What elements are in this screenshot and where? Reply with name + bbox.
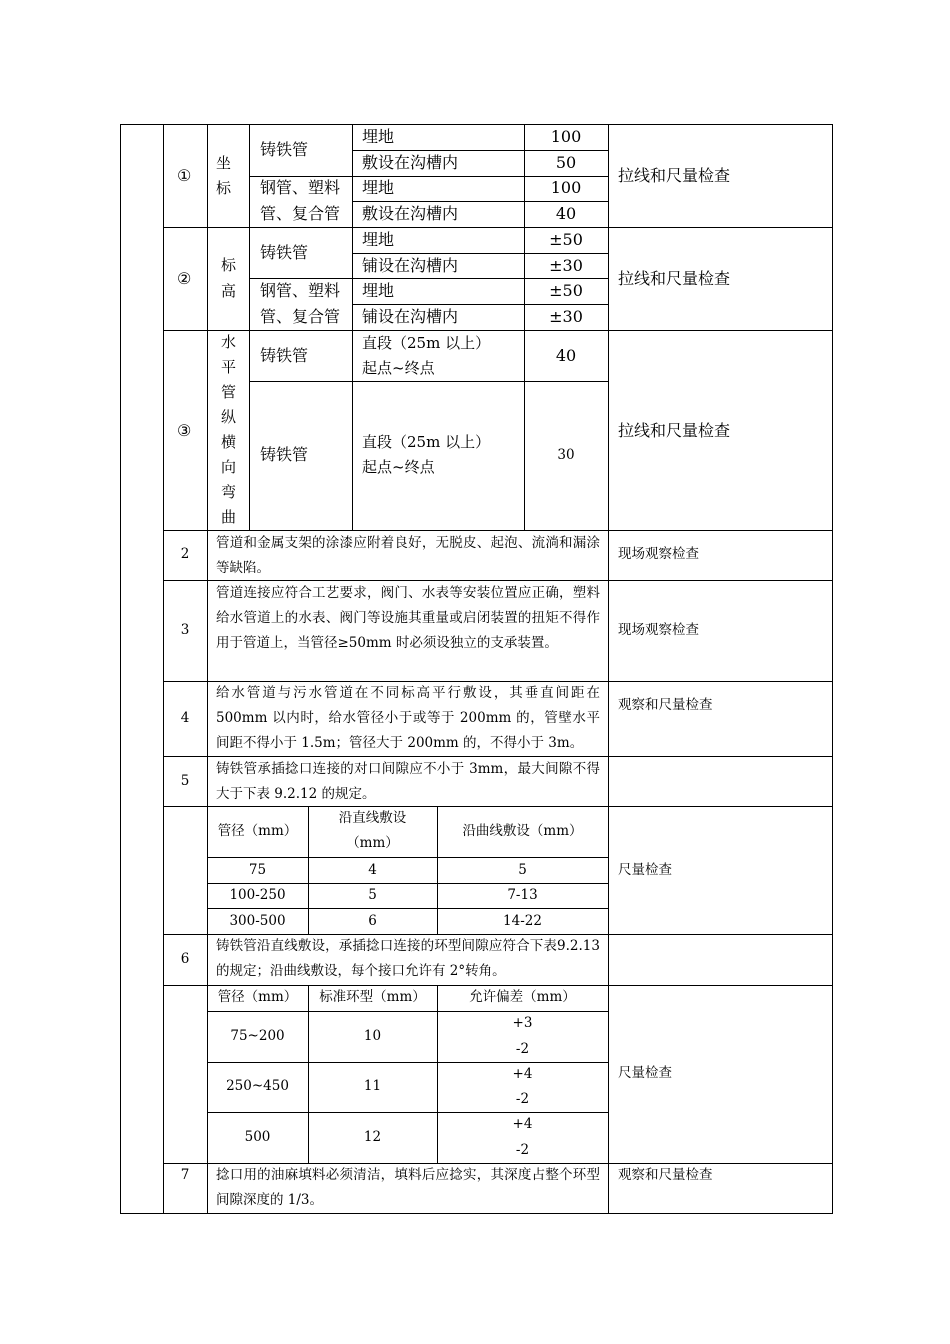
tolerance-value: 100 [550,127,582,146]
rule [207,908,608,909]
rule [352,150,608,151]
rule-top [120,124,833,125]
pipe-type: 铸铁管 [260,243,309,262]
inspection-method: 尺量检查 [618,1065,672,1081]
item-number: 2 [180,546,190,562]
group-label-char: 高 [221,282,237,300]
group-label-char: 弯 [221,483,237,501]
rule-bottom [120,1213,833,1214]
item-number: 7 [180,1167,190,1183]
rule [207,124,208,1214]
tolerance-value: 30 [557,447,575,463]
rule [163,330,833,331]
inspection-method: 现场观察检查 [618,622,699,638]
pipe-type: 铸铁管 [260,445,309,464]
section-range: 起点~终点 [362,458,435,476]
item-text: 捻口用的油麻填料必须清洁，填料后应捻实，其深度占整个环型间隙深度的 1/3。 [216,1167,600,1208]
group-number: ② [177,269,192,288]
rule [207,1112,608,1113]
item-text: 给水管道与污水管道在不同标高平行敷设，其垂直间距在500mm 以内时，给水管径小于或等于 200mm 的，管壁水平间距不得小于 1.5m；管径大于 200mm 的，不得小于 3m。 [216,685,600,751]
subtable-header: 管径（mm） [217,989,298,1005]
laying-method: 埋地 [362,127,395,146]
subtable-cell: 300-500 [229,913,286,929]
pipe-type: 铸铁管 [260,140,309,159]
laying-method: 铺设在沟槽内 [362,256,459,275]
group-label-char: 管 [221,383,237,401]
pipe-type: 铸铁管 [260,346,309,365]
pipe-type: 管、复合管 [260,204,341,223]
rule [207,857,608,858]
inspection-method: 观察和尺量检查 [618,697,713,713]
section-range: 直段（25m 以上） [362,433,491,451]
group-label-char: 平 [221,358,237,376]
tolerance-value: 40 [555,204,577,223]
rule-left [120,124,121,1214]
tolerance-value: 40 [555,346,577,365]
group-label-char: 横 [221,433,237,451]
subtable-cell: 6 [368,913,377,929]
tolerance-value: ±30 [549,307,583,326]
group-label-char: 坐 [216,154,232,172]
subtable-cell: -2 [515,1142,530,1158]
rule [207,883,608,884]
rule-right [832,124,833,1214]
group-label-char: 向 [221,458,237,476]
group-label-char: 标 [216,179,232,197]
subtable-cell: 250~450 [226,1078,289,1094]
subtable-cell: 10 [363,1028,382,1044]
item-text: 管道和金属支架的涂漆应附着良好，无脱皮、起泡、流淌和漏涂等缺陷。 [216,535,600,576]
subtable-header: （mm） [346,835,399,851]
subtable-cell: -2 [515,1041,530,1057]
laying-method: 埋地 [362,230,395,249]
tolerance-value: ±30 [549,256,583,275]
group-label-char: 标 [221,256,237,274]
laying-method: 敷设在沟槽内 [362,204,459,223]
subtable-cell: 4 [368,862,377,878]
rule [249,278,608,279]
subtable-header: 沿曲线敷设（mm） [462,823,583,839]
tolerance-value: 50 [555,153,577,172]
subtable-cell: +4 [512,1116,533,1132]
subtable-cell: 75~200 [230,1028,285,1044]
inspection-method: 观察和尺量检查 [618,1167,713,1183]
inspection-method: 拉线和尺量检查 [618,166,731,185]
subtable-cell: 14-22 [503,913,542,929]
rule [352,201,608,202]
laying-method: 敷设在沟槽内 [362,153,459,172]
subtable-cell: 7-13 [507,887,538,903]
rule [249,124,250,530]
inspection-method: 拉线和尺量检查 [618,421,731,440]
rule [163,124,164,1214]
subtable-cell: 100-250 [229,887,286,903]
inspection-method: 尺量检查 [618,862,672,878]
group-number: ③ [177,421,192,440]
rule [163,227,833,228]
subtable-cell: 11 [363,1078,382,1094]
pipe-type: 钢管、塑料 [260,178,341,197]
rule [207,1011,608,1012]
item-text: 铸铁管承插捻口连接的对口间隙应不小于 3mm，最大间隙不得大于下表 9.2.12 的规定。 [216,761,600,802]
rule [352,304,608,305]
item-number: 3 [180,622,190,638]
item-text: 管道连接应符合工艺要求，阀门、水表等安装位置应正确，塑料给水管道上的水表、阀门等设施其重量或启闭装置的扭矩不得作用于管道上，当管径≥50mm 时必须设独立的支承装置。 [216,585,600,651]
group-label-char: 水 [221,333,237,351]
inspection-method: 现场观察检查 [618,546,699,562]
section-range: 直段（25m 以上） [362,334,491,352]
item-number: 4 [180,710,190,726]
section-range: 起点~终点 [362,359,435,377]
rule [352,253,608,254]
subtable-cell: +4 [512,1066,533,1082]
item-number: 6 [180,951,190,967]
group-label-char: 曲 [221,508,237,526]
laying-method: 铺设在沟槽内 [362,307,459,326]
pipe-type: 钢管、塑料 [260,281,341,300]
group-label-char: 纵 [221,408,237,426]
subtable-header: 沿直线敷设 [338,810,407,826]
item-text: 铸铁管沿直线敷设，承插捻口连接的环型间隙应符合下表9.2.13 的规定；沿曲线敷设，每个接口允许有 2°转角。 [216,938,600,979]
subtable-header: 标准环型（mm） [319,989,426,1005]
laying-method: 埋地 [362,281,395,300]
pipe-type: 管、复合管 [260,307,341,326]
subtable-cell: 75 [248,862,267,878]
subtable-cell: +3 [512,1015,533,1031]
subtable-cell: 5 [368,887,377,903]
subtable-header: 管径（mm） [217,823,298,839]
rule [249,381,608,382]
rule [352,124,353,530]
rule [608,124,609,1214]
group-number: ① [177,166,192,185]
subtable-header: 允许偏差（mm） [469,989,576,1005]
item-number: 5 [180,773,190,789]
tolerance-value: 100 [550,178,582,197]
tolerance-value: ±50 [549,281,583,300]
subtable-cell: -2 [515,1091,530,1107]
rule [163,985,833,986]
subtable-cell: 500 [244,1129,271,1145]
tolerance-value: ±50 [549,230,583,249]
rule [207,1062,608,1063]
inspection-method: 拉线和尺量检查 [618,269,731,288]
subtable-cell: 12 [363,1129,382,1145]
laying-method: 埋地 [362,178,395,197]
subtable-cell: 5 [518,862,527,878]
rule [249,176,608,177]
